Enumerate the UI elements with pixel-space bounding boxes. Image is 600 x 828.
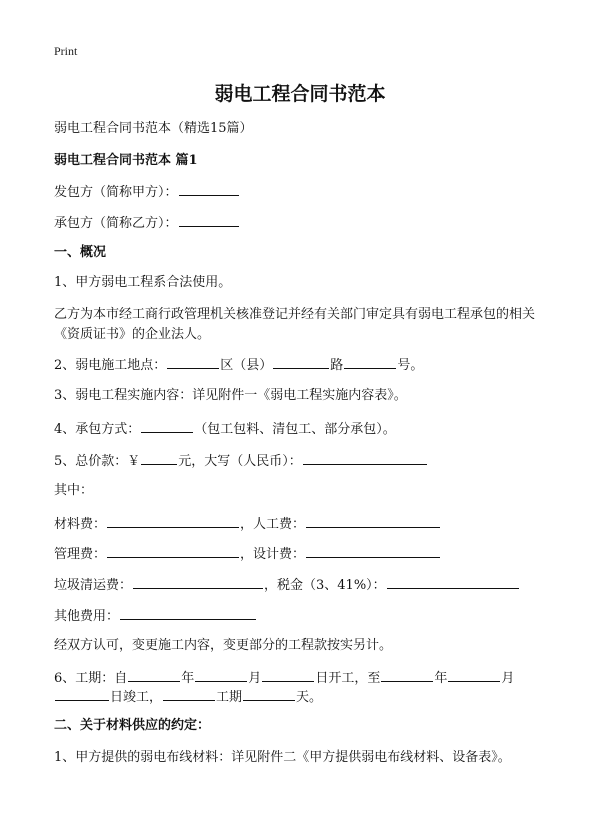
design-fee-label: ，设计费： bbox=[240, 547, 306, 562]
site-label: 2、弱电施工地点： bbox=[54, 358, 167, 373]
subtitle: 弱电工程合同书范本（精选15篇） bbox=[54, 121, 253, 136]
total-price-blank bbox=[141, 450, 177, 465]
other-fee-label: 其他费用： bbox=[54, 609, 120, 624]
party-a-line bbox=[54, 181, 570, 203]
road-blank bbox=[273, 354, 329, 369]
end-year-blank bbox=[381, 667, 433, 682]
period-blank bbox=[163, 686, 215, 701]
start-day-blank bbox=[262, 667, 314, 682]
start-month-blank bbox=[195, 667, 247, 682]
schedule-year: 年 bbox=[181, 671, 195, 686]
schedule-month: 月 bbox=[248, 671, 262, 686]
total-price-line bbox=[54, 450, 570, 472]
number-blank bbox=[344, 354, 396, 369]
management-design-line bbox=[54, 543, 570, 565]
contract-mode-blank bbox=[141, 418, 193, 433]
schedule-line-2 bbox=[54, 686, 570, 708]
schedule-period: 工期 bbox=[216, 690, 243, 705]
item-1: 1、甲方弱电工程系合法使用。 bbox=[54, 275, 232, 290]
change-note: 经双方认可，变更施工内容，变更部分的工程款按实另计。 bbox=[54, 638, 393, 653]
section-1-heading: 一、概况 bbox=[54, 245, 107, 260]
party-a-blank bbox=[179, 181, 239, 196]
schedule-start-day: 日开工，至 bbox=[315, 671, 381, 686]
total-price-label: 5、总价款：￥ bbox=[54, 454, 141, 469]
management-fee-blank bbox=[107, 543, 239, 558]
tax-blank bbox=[387, 574, 519, 589]
total-price-words-blank bbox=[303, 450, 427, 465]
site-district: 区（县） bbox=[220, 358, 273, 373]
labor-fee-blank bbox=[306, 513, 440, 528]
garbage-fee-label: 垃圾清运费： bbox=[54, 578, 133, 593]
item-3: 3、弱电工程实施内容：详见附件一《弱电工程实施内容表》。 bbox=[54, 388, 407, 403]
print-link[interactable]: Print bbox=[54, 44, 78, 58]
party-b-label: 承包方（简称乙方）： bbox=[54, 216, 178, 231]
other-fee-blank bbox=[120, 605, 256, 620]
schedule-year-2: 年 bbox=[434, 671, 448, 686]
district-blank bbox=[167, 354, 219, 369]
site-road: 路 bbox=[330, 358, 344, 373]
document-title: 弱电工程合同书范本 bbox=[214, 83, 386, 105]
section-2-heading: 二、关于材料供应的约定： bbox=[54, 718, 211, 733]
garbage-fee-blank bbox=[133, 574, 263, 589]
other-fee-line bbox=[54, 605, 570, 627]
party-a-label: 发包方（简称甲方）： bbox=[54, 185, 178, 200]
among-label: 其中： bbox=[54, 483, 94, 498]
site-line bbox=[54, 354, 570, 376]
material-fee-label: 材料费： bbox=[54, 517, 107, 532]
contract-mode-options: （包工包料、清包工、部分承包）。 bbox=[194, 422, 396, 437]
party-b-blank bbox=[179, 212, 239, 227]
contract-mode-line bbox=[54, 418, 570, 440]
item-2-1: 1、甲方提供的弱电布线材料：详见附件二《甲方提供弱电布线材料、设备表》。 bbox=[54, 750, 511, 765]
material-fee-blank bbox=[107, 513, 239, 528]
management-fee-label: 管理费： bbox=[54, 547, 107, 562]
schedule-days: 天。 bbox=[296, 690, 323, 705]
party-b-line bbox=[54, 212, 570, 234]
end-day-blank bbox=[55, 686, 109, 701]
schedule-label: 6、工期：自 bbox=[54, 671, 128, 686]
material-labor-line bbox=[54, 513, 570, 535]
part-heading: 弱电工程合同书范本 篇1 bbox=[54, 153, 198, 168]
total-price-yuan: 元，大写（人民币）： bbox=[178, 454, 302, 469]
schedule-month-2: 月 bbox=[501, 671, 515, 686]
tax-label: ，税金（3、41%）： bbox=[264, 578, 386, 593]
party-b-intro: 乙方为本市经工商行政管理机关核准登记并经有关部门审定具有弱电工程承包的相关《资质证书》的企业法人。 bbox=[54, 307, 536, 342]
labor-fee-label: ，人工费： bbox=[240, 517, 306, 532]
start-year-blank bbox=[128, 667, 180, 682]
site-number: 号。 bbox=[397, 358, 424, 373]
schedule-end-day: 日竣工， bbox=[110, 690, 163, 705]
garbage-tax-line bbox=[54, 574, 570, 596]
days-blank bbox=[243, 686, 295, 701]
contract-mode-label: 4、承包方式： bbox=[54, 422, 141, 437]
design-fee-blank bbox=[306, 543, 440, 558]
end-month-blank bbox=[448, 667, 500, 682]
